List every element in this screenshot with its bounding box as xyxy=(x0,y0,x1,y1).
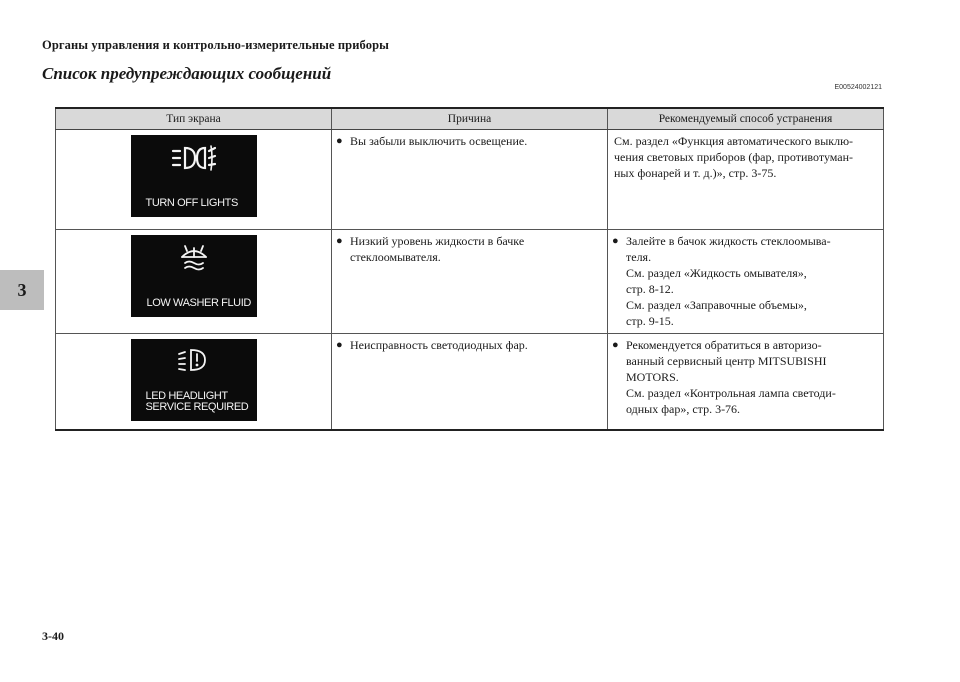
remedy-text: Рекомендуется обратиться в авторизо- ванный сервисный центр MITSUBISHI MOTORS. См. раздел «Контрольная лампа светоди- одных фар», стр. 3-76. xyxy=(626,338,836,416)
screen-cell xyxy=(56,334,332,431)
bullet-icon: ● xyxy=(336,235,343,247)
column-header-remedy: Рекомендуемый способ устранения xyxy=(608,108,884,130)
bullet-icon: ● xyxy=(612,235,619,247)
table-row xyxy=(56,130,884,230)
column-header-cause: Причина xyxy=(332,108,608,130)
screen-cell xyxy=(56,230,332,334)
bullet-icon: ● xyxy=(336,339,343,351)
display-screen-low-washer-fluid xyxy=(131,235,257,317)
document-code: E00524002121 xyxy=(834,84,882,91)
cause-text: Неисправность светодиодных фар. xyxy=(350,338,528,352)
cause-cell xyxy=(332,130,608,230)
display-screen-turn-off-lights xyxy=(131,135,257,217)
screen-cell xyxy=(56,130,332,230)
cause-text: Вы забыли выключить освещение. xyxy=(350,134,528,148)
washer-fluid-icon xyxy=(177,243,211,277)
page-title: Список предупреждающих сообщений xyxy=(42,64,332,83)
bullet-icon: ● xyxy=(336,135,343,147)
remedy-cell xyxy=(608,230,884,334)
warning-messages-table xyxy=(55,107,884,431)
remedy-text: Залейте в бачок жидкость стеклоомыва- теля. См. раздел «Жидкость омывателя», стр. 8-12. См. раздел «Заправочные объемы», стр. 9-15. xyxy=(626,234,831,328)
table-header-row xyxy=(56,108,884,130)
cause-cell xyxy=(332,230,608,334)
screen-message: TURN OFF LIGHTS xyxy=(145,197,238,209)
section-header: Органы управления и контрольно-измерительные приборы xyxy=(42,38,389,52)
screen-message: LED HEADLIGHT SERVICE REQUIRED xyxy=(145,390,249,413)
remedy-cell xyxy=(608,334,884,431)
chapter-tab: 3 xyxy=(0,270,44,310)
remedy-cell xyxy=(608,130,884,230)
cause-cell xyxy=(332,334,608,431)
table-row xyxy=(56,334,884,431)
led-headlight-warning-icon xyxy=(177,347,211,377)
column-header-screen-type: Тип экрана xyxy=(56,108,332,130)
headlight-icon xyxy=(171,145,217,175)
table-row xyxy=(56,230,884,334)
cause-text: Низкий уровень жидкости в бачке стеклоомывателя. xyxy=(350,234,525,264)
page-number: 3-40 xyxy=(42,629,64,643)
screen-message: LOW WASHER FLUID xyxy=(146,297,251,309)
bullet-icon: ● xyxy=(612,339,619,351)
remedy-text: См. раздел «Функция автоматического выклю- чения световых приборов (фар, противотуман- ных фонарей и т. д.)», стр. 3-75. xyxy=(614,134,854,180)
display-screen-led-headlight-service xyxy=(131,339,257,421)
